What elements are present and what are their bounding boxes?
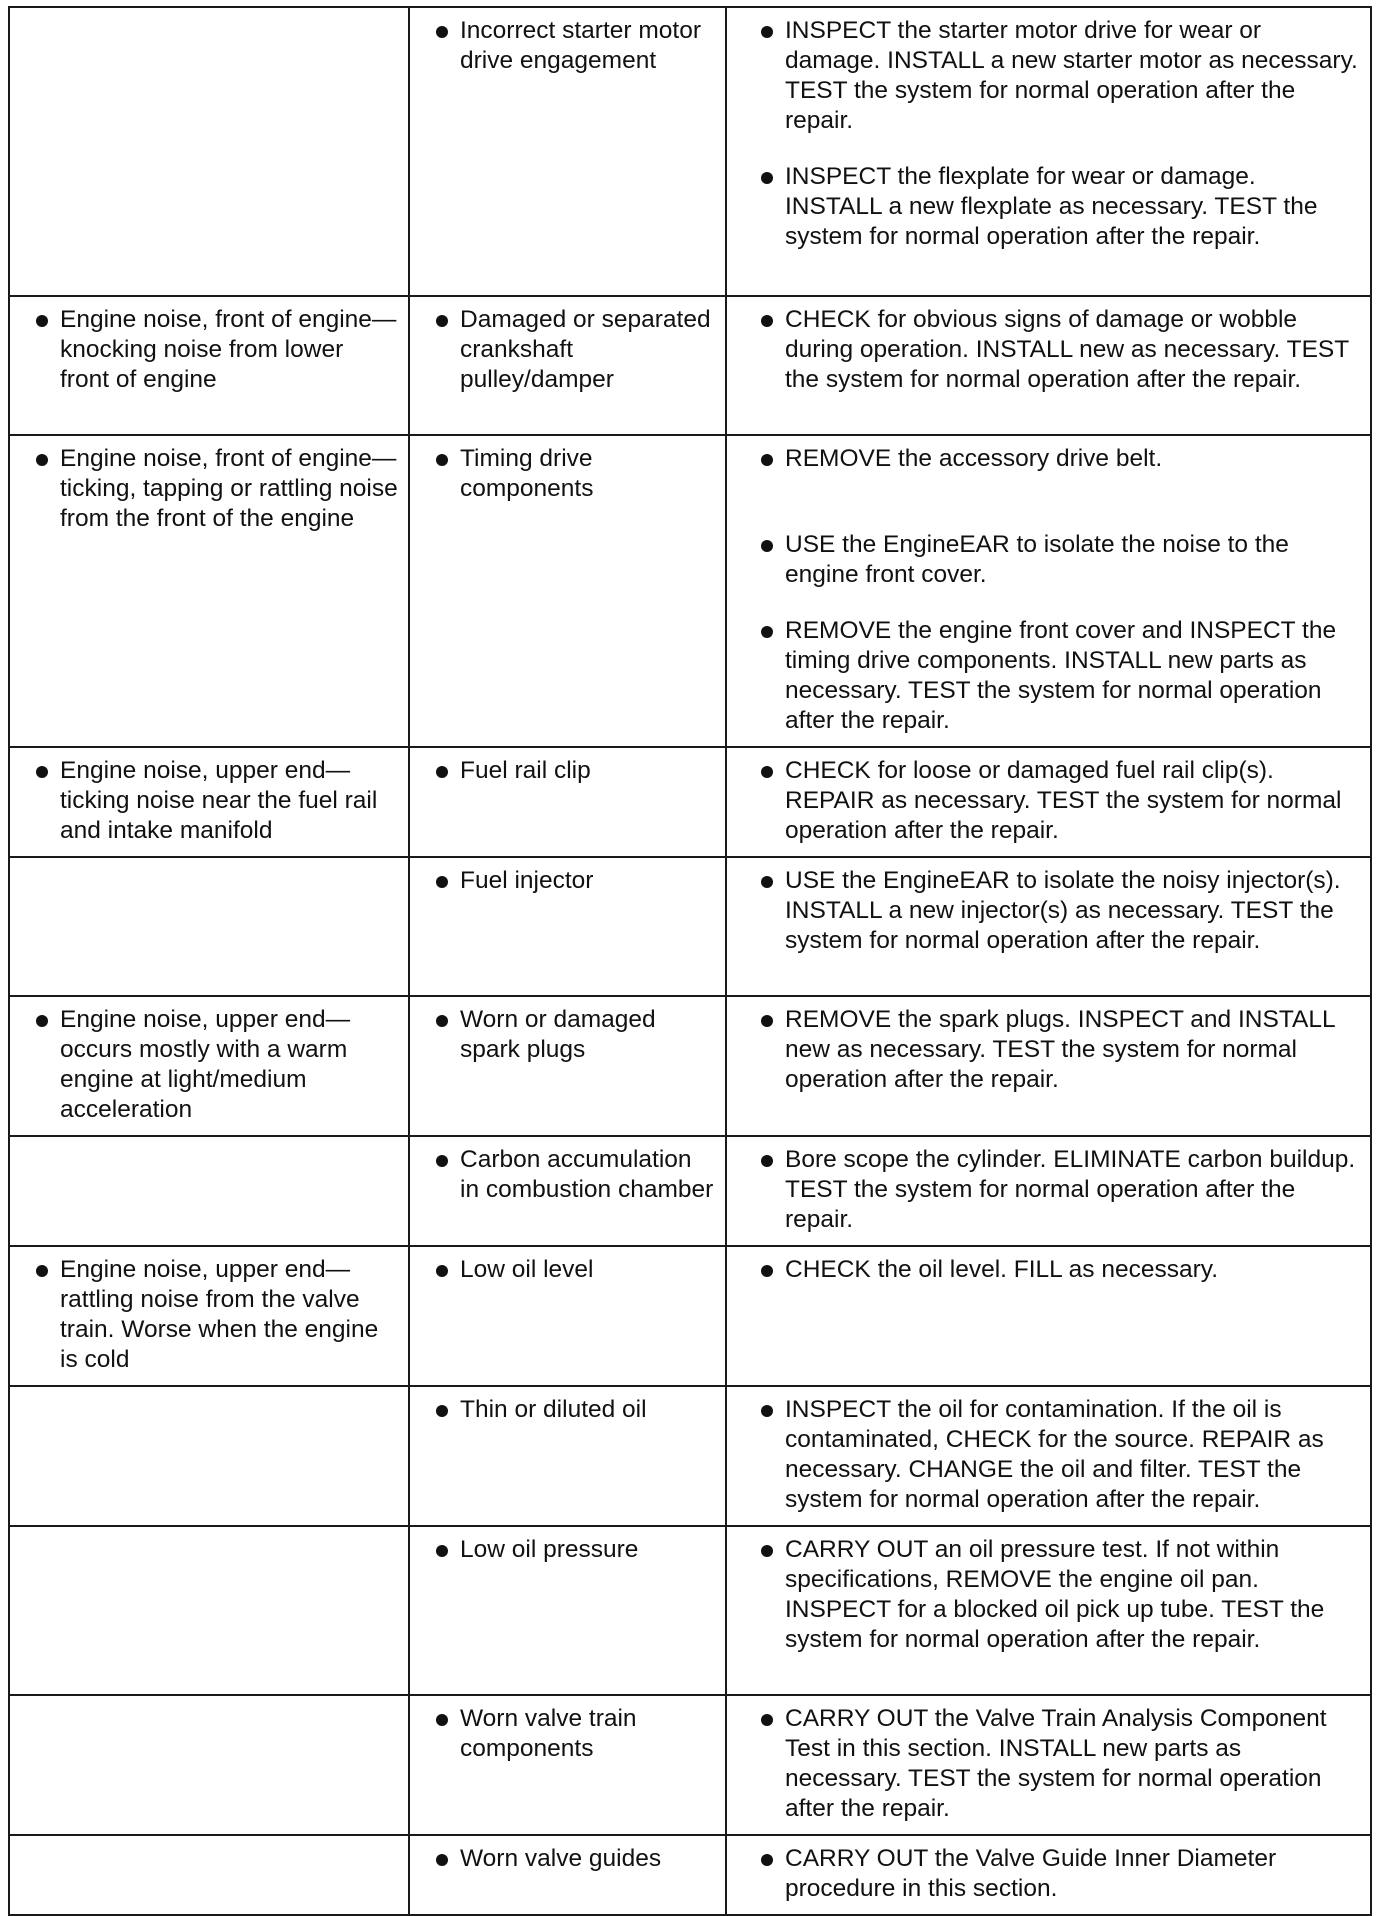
action-item: [737, 866, 1360, 956]
bullet-icon: [36, 315, 48, 327]
symptom-cell: [9, 747, 409, 857]
bullet-icon: [436, 315, 448, 327]
bullet-icon: [436, 454, 448, 466]
table-row: [9, 1136, 1371, 1246]
symptom-text: Engine noise, front of engine— ticking, tapping or rattling noise from the front of the engine: [60, 445, 398, 532]
symptom-text: Engine noise, upper end— rattling noise from the valve train. Worse when the engine is cold: [60, 1256, 379, 1373]
cause-item: [420, 866, 715, 896]
action-text: CARRY OUT an oil pressure test. If not within specifications, REMOVE the engine oil pan. INSPECT for a blocked oil pick up tube. TEST the system for normal operation after the repair.: [785, 1536, 1325, 1653]
table-row: [9, 1246, 1371, 1386]
action-item: [737, 305, 1360, 395]
action-item: [737, 1704, 1360, 1824]
action-text: INSPECT the flexplate for wear or damage. INSTALL a new flexplate as necessary. TEST the system for normal operation after the repair.: [785, 163, 1318, 250]
symptom-cell: [9, 296, 409, 435]
symptom-text: Engine noise, front of engine— knocking noise from lower front of engine: [60, 306, 397, 393]
bullet-icon: [761, 1714, 773, 1726]
bullet-icon: [761, 26, 773, 38]
symptom-cell: [9, 1835, 409, 1915]
cause-cell: [409, 1136, 726, 1246]
action-text: REMOVE the accessory drive belt.: [785, 445, 1163, 472]
bullet-icon: [761, 172, 773, 184]
action-cell: [726, 857, 1371, 996]
action-item: [737, 1844, 1360, 1904]
symptom-text: Engine noise, upper end— ticking noise near the fuel rail and intake manifold: [60, 757, 378, 844]
diagnosis-table-body: [9, 7, 1371, 1915]
bullet-icon: [36, 454, 48, 466]
cause-text: Fuel rail clip: [460, 757, 591, 784]
action-text: CHECK for loose or damaged fuel rail clip(s). REPAIR as necessary. TEST the system for normal operation after the repair.: [785, 757, 1342, 844]
bullet-icon: [761, 454, 773, 466]
cause-text: Thin or diluted oil: [460, 1396, 647, 1423]
symptom-cell: [9, 435, 409, 747]
action-cell: [726, 747, 1371, 857]
bullet-icon: [36, 766, 48, 778]
action-text: USE the EngineEAR to isolate the noisy injector(s). INSTALL a new injector(s) as necessary. TEST the system for normal operation after the repair.: [785, 867, 1341, 954]
bullet-icon: [436, 766, 448, 778]
symptom-item: [20, 444, 398, 534]
action-item: [737, 1395, 1360, 1515]
table-row: [9, 1835, 1371, 1915]
action-cell: [726, 1136, 1371, 1246]
cause-text: Incorrect starter motor drive engagement: [460, 17, 701, 74]
bullet-icon: [761, 1405, 773, 1417]
action-text: CHECK for obvious signs of damage or wobble during operation. INSTALL new as necessary. TEST the system for normal operation after the repair.: [785, 306, 1349, 393]
cause-cell: [409, 747, 726, 857]
cause-item: [420, 1535, 715, 1565]
table-row: [9, 7, 1371, 296]
action-cell: [726, 1695, 1371, 1835]
bullet-icon: [761, 1155, 773, 1167]
cause-item: [420, 305, 715, 395]
action-item: [737, 756, 1360, 846]
bullet-icon: [436, 876, 448, 888]
bullet-icon: [436, 1854, 448, 1866]
diagnosis-table: [8, 6, 1372, 1916]
cause-item: [420, 1005, 715, 1065]
bullet-icon: [761, 766, 773, 778]
cause-cell: [409, 996, 726, 1136]
action-item: [737, 1255, 1360, 1285]
table-row: [9, 857, 1371, 996]
action-text: REMOVE the spark plugs. INSPECT and INSTALL new as necessary. TEST the system for normal operation after the repair.: [785, 1006, 1335, 1093]
bullet-icon: [436, 26, 448, 38]
action-item: [737, 1145, 1360, 1235]
action-text: INSPECT the starter motor drive for wear or damage. INSTALL a new starter motor as necessary. TEST the system for normal operation after the repair.: [785, 17, 1358, 134]
cause-cell: [409, 1246, 726, 1386]
cause-cell: [409, 857, 726, 996]
bullet-icon: [36, 1015, 48, 1027]
action-text: CARRY OUT the Valve Train Analysis Component Test in this section. INSTALL new parts as necessary. TEST the system for normal operation after the repair.: [785, 1705, 1327, 1822]
action-text: INSPECT the oil for contamination. If the oil is contaminated, CHECK for the source. REPAIR as necessary. CHANGE the oil and filter. TEST the system for normal operation after the repair.: [785, 1396, 1324, 1513]
action-cell: [726, 1526, 1371, 1695]
cause-item: [420, 1395, 715, 1425]
symptom-item: [20, 1005, 398, 1125]
action-item: [737, 444, 1360, 474]
bullet-icon: [436, 1155, 448, 1167]
cause-text: Worn valve guides: [460, 1845, 662, 1872]
cause-cell: [409, 435, 726, 747]
cause-cell: [409, 1835, 726, 1915]
cause-text: Carbon accumulation in combustion chamber: [460, 1146, 714, 1203]
cause-cell: [409, 1695, 726, 1835]
table-row: [9, 435, 1371, 747]
cause-text: Worn valve train components: [460, 1705, 637, 1762]
cause-cell: [409, 296, 726, 435]
bullet-icon: [761, 540, 773, 552]
action-text: CARRY OUT the Valve Guide Inner Diameter procedure in this section.: [785, 1845, 1277, 1902]
action-text: USE the EngineEAR to isolate the noise to the engine front cover.: [785, 531, 1289, 588]
bullet-icon: [761, 1015, 773, 1027]
bullet-icon: [761, 1854, 773, 1866]
cause-item: [420, 1844, 715, 1874]
cause-text: Low oil level: [460, 1256, 594, 1283]
cause-item: [420, 16, 715, 76]
bullet-icon: [436, 1714, 448, 1726]
bullet-icon: [761, 315, 773, 327]
cause-item: [420, 1255, 715, 1285]
symptom-cell: [9, 996, 409, 1136]
action-item: [737, 1535, 1360, 1655]
action-cell: [726, 1835, 1371, 1915]
action-cell: [726, 1246, 1371, 1386]
action-item: [737, 162, 1360, 252]
cause-item: [420, 756, 715, 786]
action-item: [737, 616, 1360, 736]
symptom-cell: [9, 857, 409, 996]
bullet-icon: [436, 1405, 448, 1417]
cause-text: Damaged or separated crankshaft pulley/damper: [460, 306, 711, 393]
cause-cell: [409, 1386, 726, 1526]
action-text: CHECK the oil level. FILL as necessary.: [785, 1256, 1219, 1283]
bullet-icon: [436, 1265, 448, 1277]
bullet-icon: [436, 1545, 448, 1557]
bullet-icon: [761, 1265, 773, 1277]
bullet-icon: [36, 1265, 48, 1277]
action-text: REMOVE the engine front cover and INSPECT the timing drive components. INSTALL new parts as necessary. TEST the system for normal operation after the repair.: [785, 617, 1337, 734]
symptom-cell: [9, 1136, 409, 1246]
symptom-cell: [9, 1246, 409, 1386]
symptom-cell: [9, 7, 409, 296]
action-cell: [726, 435, 1371, 747]
table-row: [9, 1386, 1371, 1526]
cause-item: [420, 444, 715, 504]
symptom-item: [20, 1255, 398, 1375]
symptom-item: [20, 756, 398, 846]
symptom-cell: [9, 1386, 409, 1526]
cause-text: Timing drive components: [460, 445, 594, 502]
table-row: [9, 996, 1371, 1136]
action-item: [737, 16, 1360, 136]
symptom-cell: [9, 1695, 409, 1835]
bullet-icon: [761, 1545, 773, 1557]
table-row: [9, 296, 1371, 435]
action-item: [737, 1005, 1360, 1095]
symptom-item: [20, 305, 398, 395]
cause-text: Worn or damaged spark plugs: [460, 1006, 656, 1063]
action-cell: [726, 996, 1371, 1136]
action-text: Bore scope the cylinder. ELIMINATE carbon buildup. TEST the system for normal operation after the repair.: [785, 1146, 1356, 1233]
cause-item: [420, 1145, 715, 1205]
table-row: [9, 1695, 1371, 1835]
table-row: [9, 1526, 1371, 1695]
action-item: [737, 530, 1360, 590]
action-cell: [726, 296, 1371, 435]
cause-item: [420, 1704, 715, 1764]
bullet-icon: [761, 626, 773, 638]
cause-cell: [409, 7, 726, 296]
symptom-text: Engine noise, upper end— occurs mostly with a warm engine at light/medium acceleration: [60, 1006, 351, 1123]
cause-text: Fuel injector: [460, 867, 594, 894]
cause-text: Low oil pressure: [460, 1536, 639, 1563]
cause-cell: [409, 1526, 726, 1695]
bullet-icon: [761, 876, 773, 888]
bullet-icon: [436, 1015, 448, 1027]
action-cell: [726, 1386, 1371, 1526]
action-cell: [726, 7, 1371, 296]
symptom-cell: [9, 1526, 409, 1695]
table-row: [9, 747, 1371, 857]
